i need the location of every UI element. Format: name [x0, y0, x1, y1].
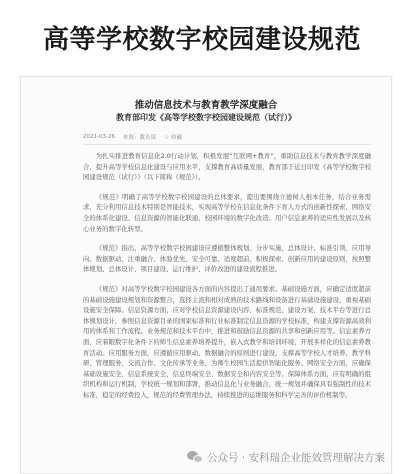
document-screenshot	[20, 76, 392, 474]
paragraph: 《规范》指出，高等学校数字校园建设应遵循整体规划、分步实施、总体设计、标准引领、应用导向、数据驱动、注重融合、体验优先、安全可靠、适度超前、积极探索、创新应用的建设原则，按照整体规划、总体设计、项目建设、运行维护、评价改进的建设流程推进。	[83, 244, 371, 274]
publish-date: 2021-03-26	[83, 134, 115, 140]
article-title: 推动信息技术与教育教学深度融合	[134, 100, 278, 111]
paragraph: 为扎实推进教育信息化2.0行动计划，积极发展“互联网+教育”，重助信息技术与教育教学深度融合，提升高等学校信息化建设与应用水平，支撑教育高质量发展，教育部于近日印发《高等学校数字校园建设规范（试行）》（以下简称《规范》）。	[83, 152, 371, 182]
divider	[83, 144, 371, 145]
article-subtitle: 教育部印发《高等学校数字校园建设规范（试行）》	[116, 113, 296, 122]
article-source: 来源：教育部	[122, 135, 156, 141]
banner-title: 高等学校数字校园建设规范	[42, 24, 361, 55]
paragraph: 《规范》对高等学校数字校园建设各方面的内容提出了通用要求。基础设施方面，应确定适度超前的基础设施建设规划和资源整合，选择主流和相对成熟的技术路线和设备进行基础设施建设，重视基础设施安全保障。信息资源方面，应对学校信息资源建设内容、标准规范、建设方案、技术平台等进行总体规划设计，参照信息资源目录的国家标准和行业标准制定信息资源的学校标准，构建支撑资源高效利用的体系和工作流程。业务规范和技术平台中，推进和鼓励信息资源的共享和创新应用等。信息素养方面，应着眼数字化条件下的师生信息素养培养提升，嵌入式教学和培训环境，开展多样化的信息素养教育活动。应用服务方面，应遵循应用驱动、数据融合的原则进行建设，支撑高等学校人才培养、教学科研、管理服务、交流合作、文化传承等业务，为师生校园生活提供智能化服务。网络安全方面，应确保基础设施安全、信息系统安全、信息终端安全、数据安全和内容安全等。保障体系方面，应有明确的组织机构和运行机制，学校统一规划和部署，推动信息化与业务融合，统一规划并确保具有强制性的技术标准，稳定的经费投入，规范的经费管理办法，持续推进的运维服务和科学完善的评价机制等。	[83, 284, 371, 399]
article-meta	[83, 133, 182, 141]
article-body	[83, 151, 371, 409]
favorite-label: 收藏	[171, 135, 183, 141]
wechat-icon	[187, 451, 203, 464]
favorite-button[interactable]	[164, 133, 182, 141]
banner	[0, 0, 404, 74]
paragraph: 《规范》明确了高等学校数字校园建设的总体要求，提出要围绕立德树人根本任务，结合业务需求，充分利用信息技术特别是智能技术，实现高等学校在信息化条件下育人方式的创新性探索、网络安全的体系化建设、信息资源的智能化联通、校园环境的数字化改造、用户信息素养的适应性发展以及核心业务的数字化转型。	[83, 192, 371, 233]
star-icon: ☆	[163, 134, 170, 141]
watermark-text: 公众号 · 安科瑞企业能效管理解决方案	[206, 452, 385, 464]
watermark	[187, 450, 385, 465]
